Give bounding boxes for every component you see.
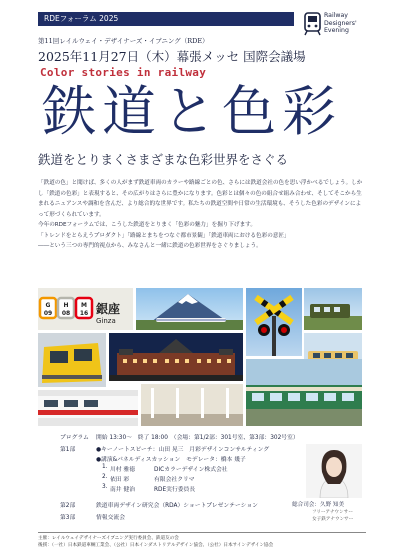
express-train-photo (38, 390, 138, 426)
steam-train-photo (304, 288, 362, 330)
part2-label: 第2部 (60, 503, 76, 509)
date-venue: 2025年11月27日（木）幕張メッセ 国際会議場 (38, 49, 306, 64)
subtitle: 鉄道をとりまくさまざまな色彩世界をさぐる (38, 152, 289, 167)
station-sign-photo (38, 288, 133, 330)
main-title: 鉄道と色彩 (42, 80, 342, 143)
line-code: M (81, 302, 87, 309)
speaker-org: 有限会社クリマ (154, 477, 195, 483)
mc-title-line: フリーアナウンサー (312, 510, 353, 515)
part2-title: 鉄道車両デザイン研究会（RDA）ショートプレゼンテーション (96, 503, 258, 509)
panel-discussion: ●講演&パネルディスカッション モデレータ：橋本 幾子 (96, 457, 246, 463)
line-number: 09 (43, 310, 53, 317)
station-sign-illustration (38, 288, 133, 330)
photo-collage (38, 288, 362, 426)
station-interior-photo (141, 384, 243, 426)
series-label: RDEフォーラム 2025 (44, 14, 119, 23)
forum-banner (38, 12, 294, 26)
speaker-name: 南井 健治 (110, 487, 136, 493)
mc-titles (312, 510, 353, 523)
line-code: G (45, 302, 51, 309)
speaker-number: 2. (102, 474, 108, 480)
support-text: 後援：（一社）日本鉄道車輌工業会、（公社）日本インダストリアルデザイン協会、（公社）日本サインデザイン協会 (38, 543, 274, 548)
tokyo-station-photo (109, 333, 243, 381)
speaker-org: RDE実行委員長 (154, 487, 196, 493)
speaker-number: 1. (102, 464, 108, 470)
tokyo-station-illustration (109, 333, 243, 381)
station-name-jp: 銀座 (96, 302, 121, 316)
intro-paragraph: ――という三つの専門的視点から、みなさんと一緒に鉄道の色彩世界をさぐりましょう。 (38, 243, 262, 249)
speaker-number: 3. (102, 484, 108, 490)
keynote: ●キーノートスピーチ：山田 晃三 月彩デザインコンサルティング (96, 447, 270, 453)
logo-line: Railway (324, 12, 348, 19)
program-times: 開始 13:30～ 終了 18:00 （会場：第1/2部：301号室、第3部：302号室） (96, 435, 299, 441)
rde-logo (304, 10, 366, 48)
speaker-org: DICカラーデザイン株式会社 (154, 467, 228, 473)
speaker-name: 依田 彩 (110, 477, 130, 483)
line-number: 16 (79, 310, 89, 317)
mount-fuji-photo (136, 288, 243, 330)
intro-paragraph: 「トレンドをとらえうプロダクト」「路線とまちをつなぐ都市景観」「鉄道車両における色彩の意匠」 (38, 232, 290, 239)
mc-title-line: 女子鉄アナウンサー (312, 516, 354, 522)
part3-label: 第3部 (60, 515, 76, 521)
green-train-photo (246, 359, 362, 426)
yellow-train-illustration (38, 333, 106, 387)
speaker-name: 川村 雅徳 (110, 467, 136, 473)
footer (38, 532, 366, 549)
locomotive-illustration (304, 288, 362, 330)
railroad-crossing-illustration (246, 288, 302, 356)
line-number: 08 (61, 310, 71, 317)
part1-label: 第1部 (60, 447, 76, 453)
train-logo-icon (304, 12, 321, 36)
mc-portrait (306, 444, 362, 498)
yellow-train-photo (38, 333, 106, 387)
english-title: Color stories in railway (40, 66, 207, 79)
crossing-photo (246, 288, 302, 356)
station-name-en: Ginza (96, 317, 116, 325)
mount-fuji-illustration (136, 288, 243, 330)
station-interior-illustration (141, 384, 243, 426)
line-code: H (63, 302, 69, 309)
program-heading: プログラム (60, 435, 89, 441)
logo-text (324, 12, 357, 35)
express-train-illustration (38, 390, 138, 426)
portrait-illustration (306, 444, 362, 498)
intro-paragraph: 今年のRDEフォーラムでは、こうした鉄道をとりまく「色彩の魅力」を掘り下げます。 (38, 222, 256, 228)
logo-line: Evening (324, 27, 349, 34)
intro-text (38, 178, 366, 252)
part3-title: 情報交流会 (96, 515, 125, 521)
green-train-illustration (246, 359, 362, 426)
organizer-text: 主催：レイルウェイデザイナーズイブニング実行委員会、鉄道友の会 (38, 536, 179, 541)
intro-paragraph: 「鉄道の色」と聞けば、多くの人がまず鉄道車両のカラーや路線ごとの色、さらには鉄道会社の色を思い浮かべるでしょう。しかし「鉄道の色彩」と表現すると、その広がりはさらに豊かになります。色彩とは個々の色の組合せ組み合わせ、そしてそこから生まれるニュアンスや調和を含んだ、より総合的な世界です。私たちの鉄道空間や日常の生活環境も、そうした色彩のデザインによって形づくられています。 (38, 180, 363, 218)
event-name: 第11回レイルウェイ・デザイナーズ・イブニング（RDE） (38, 37, 209, 45)
logo-line: Designers' (324, 19, 357, 27)
mc-name: 総合司会：久野 知美 (292, 502, 345, 508)
